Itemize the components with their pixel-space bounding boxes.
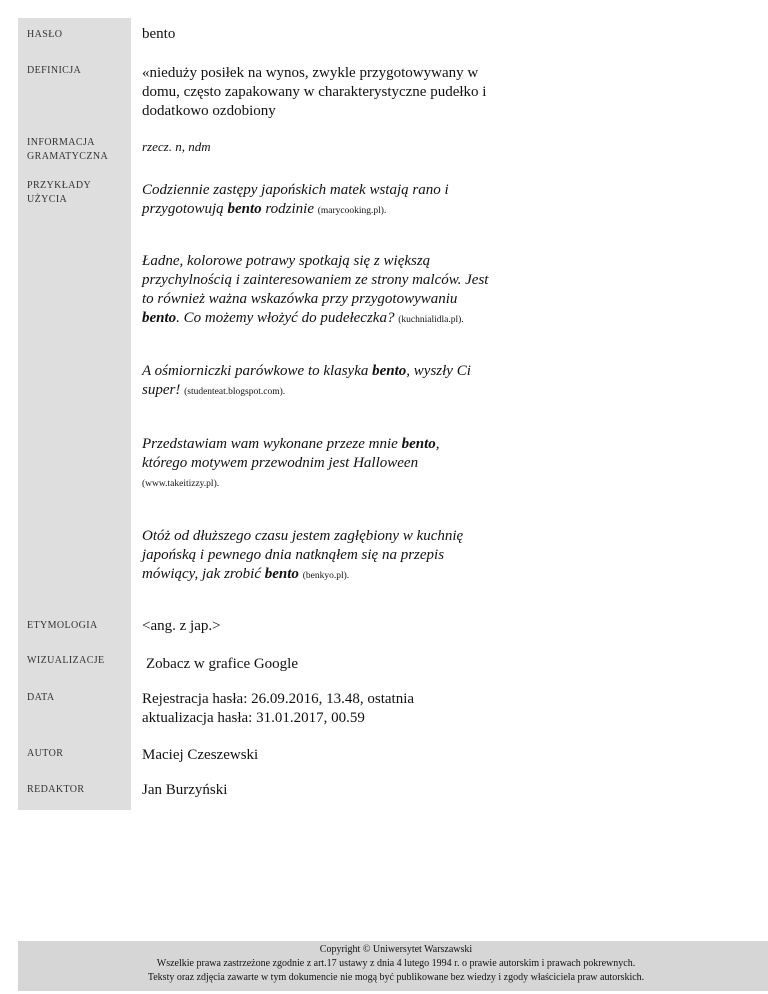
label-data: DATA (27, 692, 55, 703)
example-text: A ośmiorniczki parówkowe to klasyka (142, 363, 373, 379)
label-haslo: HASŁO (27, 29, 63, 40)
label-redaktor: REDAKTOR (27, 784, 85, 795)
example-text: Codziennie zastępy japońskich matek wstają rano i przygotowują (142, 182, 449, 217)
example-headword: bento (142, 310, 177, 326)
headword: bento (142, 26, 176, 42)
example-2 (142, 252, 492, 330)
example-source: (benkyo.pl). (302, 571, 350, 581)
footer-rights: Wszelkie prawa zastrzeżone zgodnie z art.17 ustawy z dnia 4 lutego 1994 r. o prawie autorskim i prawach pokrewnych. (156, 958, 636, 969)
example-text: Otóż od dłuższego czasu jestem zagłębiony w kuchnię japońską i pewnego dnia natknąłem się na przepis mówiący, jak zrobić (142, 528, 464, 582)
label-wizualizacje: WIZUALIZACJE (27, 655, 105, 666)
example-text: Ładne, kolorowe potrawy spotkają się z większą przychylnością i zainteresowaniem ze strony malców. Jest to również ważna wskazówka przy przygotowywaniu (142, 253, 489, 307)
label-definicja: DEFINICJA (27, 65, 82, 76)
label-przyklady-uzycia (27, 179, 127, 207)
label-przyklady-line1: PRZYKŁADY (27, 180, 92, 191)
definition-text: «niedużу posiłek na wynos, zwykle przygotowywany w domu, często zapakowany w charakterystyczne pudełko i dodatkowo ozdobiony (142, 65, 487, 119)
label-informacja-gramatyczna (27, 136, 127, 164)
grammar-info: rzecz. n, ndm (142, 139, 211, 154)
example-headword: bento (227, 201, 262, 217)
author-name: Maciej Czeszewski (142, 747, 259, 763)
example-text: Przedstawiam wam wykonane przeze mnie (142, 436, 402, 452)
example-text: , którego motywem przewodnim jest Halloween (142, 436, 440, 471)
editor-name: Jan Burzyński (142, 782, 228, 798)
example-4 (142, 435, 452, 494)
example-text: , wyszły Ci super! (142, 363, 471, 398)
example-headword: bento (401, 436, 436, 452)
example-text: . Co możemy włożyć do pudełeczka? (176, 310, 399, 326)
label-etymologia: ETYMOLOGIA (27, 620, 98, 631)
example-headword: bento (372, 363, 407, 379)
example-1 (142, 181, 452, 221)
example-source: (marycooking.pl). (317, 206, 387, 216)
footer-notice: Teksty oraz zdjęcia zawarte w tym dokumencie nie mogą być publikowane bez wiedzy i zgody właściciela praw autorskich. (147, 972, 645, 983)
example-source: (kuchnialidla.pl). (398, 315, 464, 325)
label-informacja-line2: GRAMATYCZNA (27, 151, 109, 162)
date-registration: Rejestracja hasła: 26.09.2016, 13.48, ostatnia (142, 691, 415, 707)
example-5 (142, 527, 487, 586)
copyright-footer (18, 941, 768, 991)
date-update: aktualizacja hasła: 31.01.2017, 00.59 (142, 710, 365, 726)
date-info (142, 690, 512, 728)
example-headword: bento (264, 566, 299, 582)
footer-copyright: Copyright © Uniwersytet Warszawski (319, 944, 473, 955)
example-text: rodzinie (261, 201, 318, 217)
label-informacja-line1: INFORMACJA (27, 137, 95, 148)
example-3 (142, 362, 482, 402)
label-przyklady-line2: UŻYCIA (27, 194, 68, 205)
example-source: (studenteat.blogspot.com). (184, 387, 286, 397)
example-source: (www.takeitizzy.pl). (142, 479, 220, 489)
etymology-text: <ang. z jap.> (142, 618, 221, 634)
google-images-link[interactable]: Zobacz w grafice Google (146, 656, 299, 672)
label-autor: AUTOR (27, 748, 64, 759)
